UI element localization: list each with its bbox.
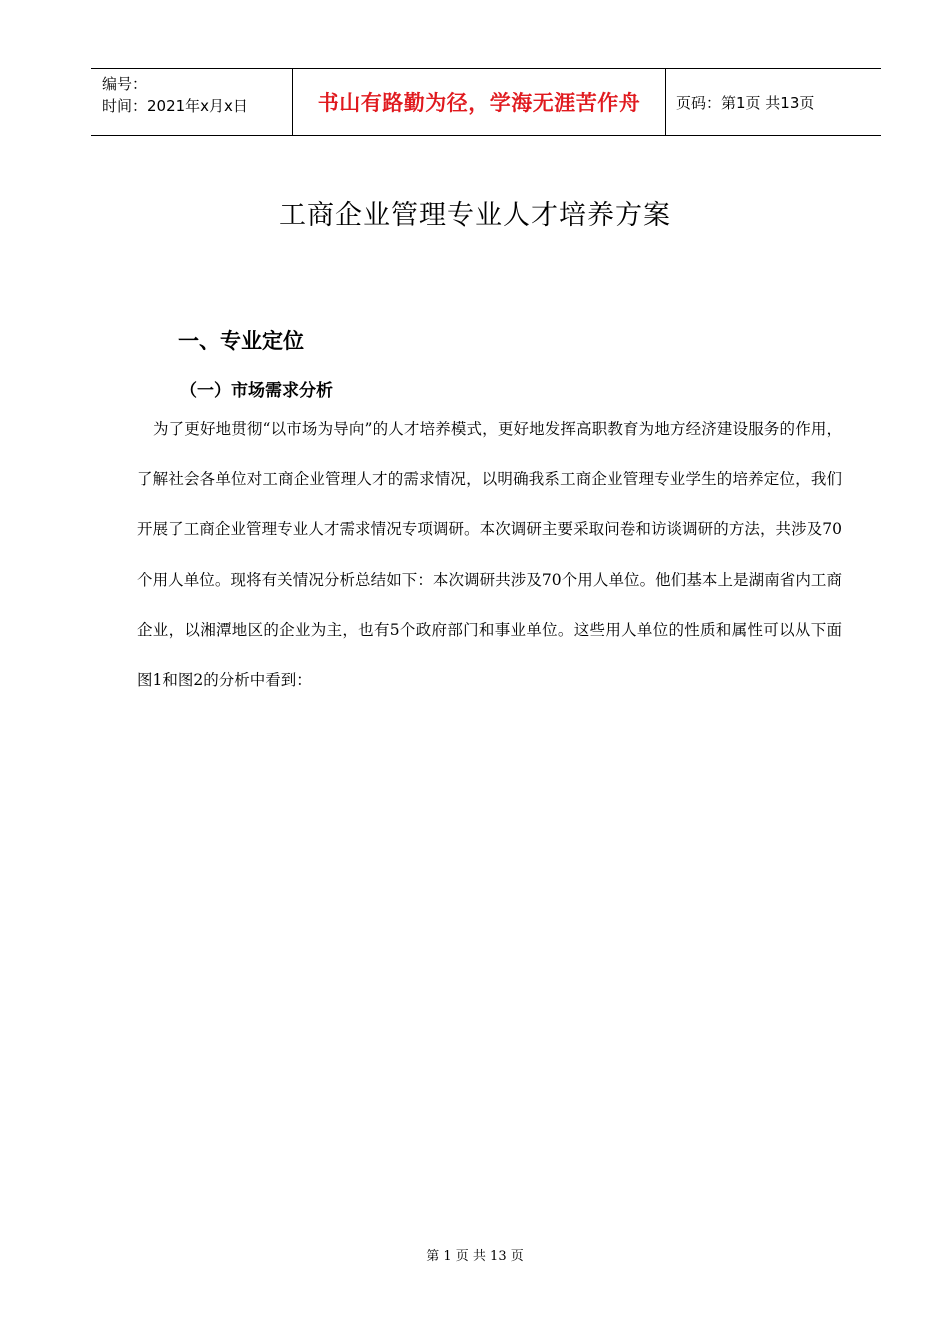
body-paragraph: 为了更好地贯彻“以市场为导向”的人才培养模式，更好地发挥高职教育为地方经济建设服务的作用，了解社会各单位对工商企业管理人才的需求情况，以明确我系工商企业管理专业学生的培养定位，我们开展了工商企业管理专业人才需求情况专项调研。本次调研主要采取问卷和访谈调研的方法，共涉及70个用人单位。现将有关情况分析总结如下：本次调研共涉及70个用人单位。他们基本上是湖南省内工商企业，以湘潭地区的企业为主，也有5个政府部门和事业单位。这些用人单位的性质和属性可以从下面图1和图2的分析中看到： <box>137 420 842 690</box>
motto-text: 书山有路勤为径，学海无涯苦作舟 <box>317 91 641 115</box>
header-left-cell <box>91 69 293 135</box>
subsection-heading: （一）市场需求分析 <box>180 381 333 401</box>
header-page-cell <box>666 69 881 135</box>
serial-number-label: 编号： <box>102 75 148 93</box>
page-footer: 第 1 页 共 13 页 <box>426 1249 524 1264</box>
time-label: 时间：2021年x月x日 <box>102 97 248 115</box>
section-heading: 一、专业定位 <box>178 329 304 353</box>
header-table <box>91 68 881 136</box>
header-motto-cell <box>293 69 666 135</box>
page-info: 页码：第1页 共13页 <box>676 93 815 112</box>
document-title: 工商企业管理专业人才培养方案 <box>279 200 671 231</box>
